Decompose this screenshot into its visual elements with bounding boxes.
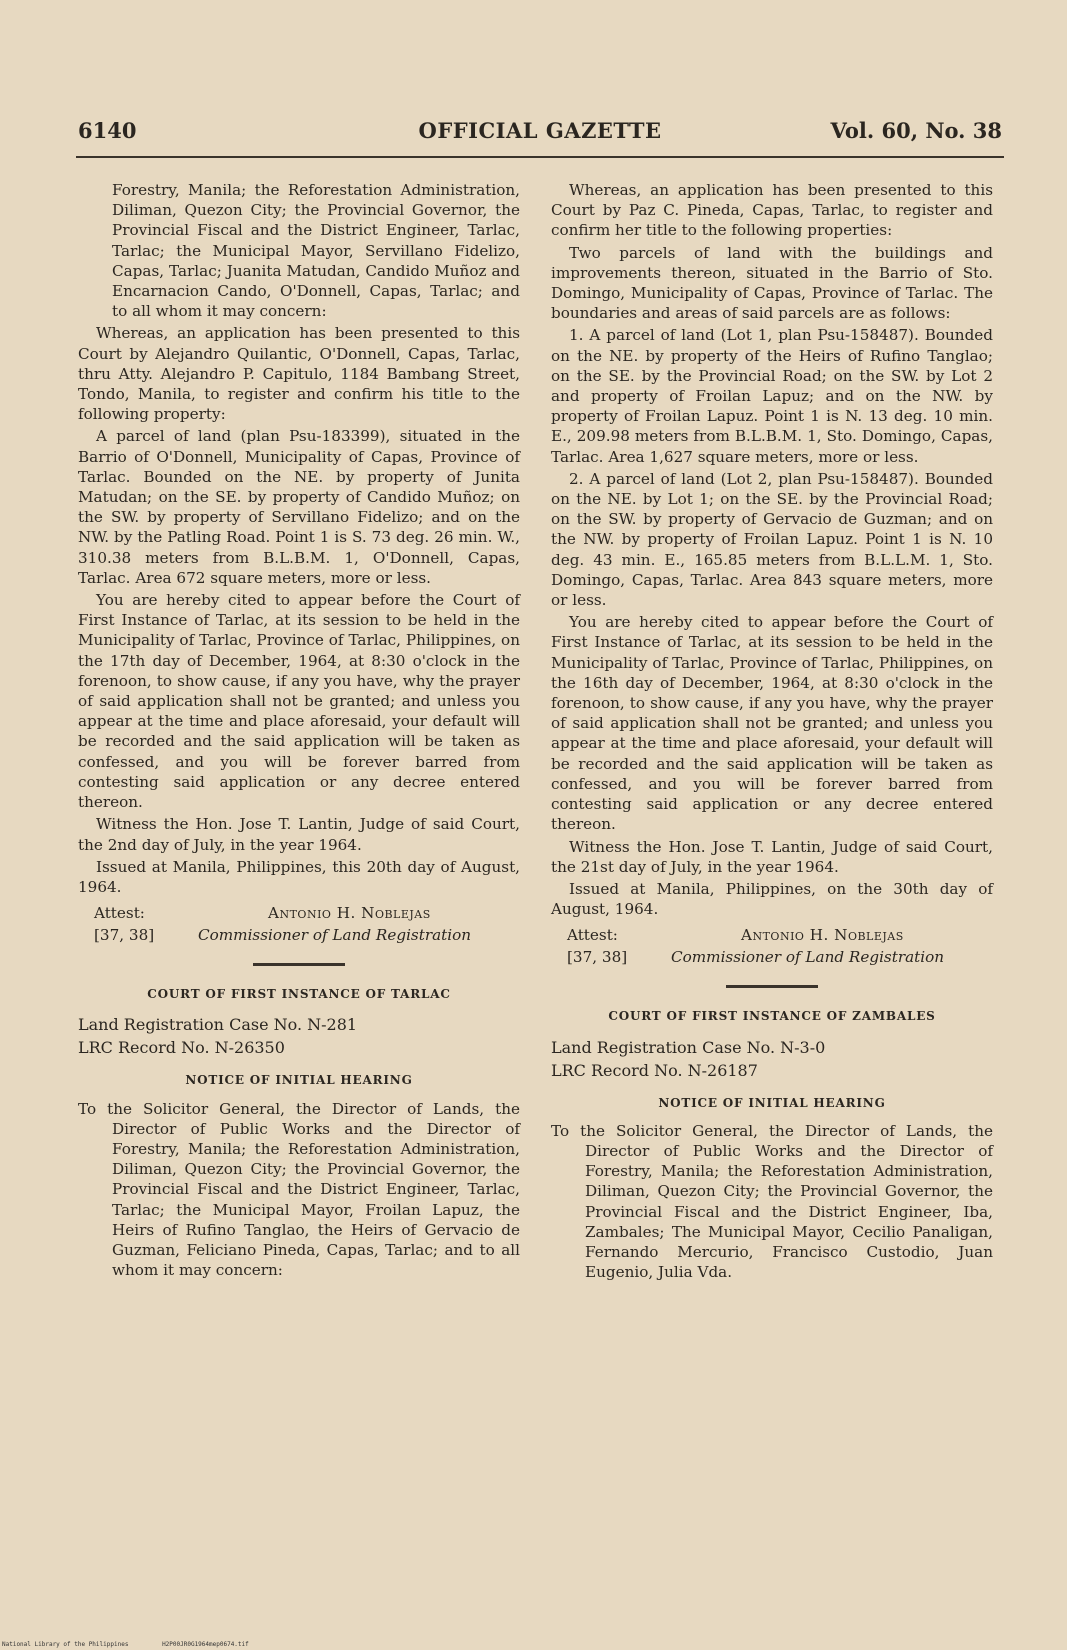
signer-title: Commissioner of Land Registration: [671, 948, 945, 967]
case-number: Land Registration Case No. N-3-0: [551, 1037, 826, 1057]
publication-title: OFFICIAL GAZETTE: [418, 118, 662, 143]
court-heading: COURT OF FIRST INSTANCE OF ZAMBALES: [608, 1009, 936, 1024]
right-lot-2: 2. A parcel of land (Lot 2, plan Psu-158487). Bounded on the NE. by Lot 1; on the SE. by the Provincial Road; on the SW. by property of Gervacio de Guzman; and on the NW. by property of Froilan Lapuz. Point 1 is N. 10 deg. 43 min. E., 165.85 meters from B.L.L.M. 1, Sto. Domingo, Capas, Tarlac. Area 843 square meters, more or less.: [551, 469, 993, 610]
case-number: Land Registration Case No. N-281: [78, 1015, 358, 1035]
issue-refs: [37, 38]: [94, 926, 155, 945]
right-citation: You are hereby cited to appear before the Court of First Instance of Tarlac, at its session to be held in the Municipality of Tarlac, Province of Tarlac, Philippines, on the 16th day of December, 1964, at 8:30 o'clock in the forenoon, to show cause, if any you have, why the prayer of said application shall not be granted; and unless you appear at the time and place aforesaid, your default will be recorded and the said application will be taken as confessed, and you will be forever barred from contesting said application or any decree entered thereon.: [551, 613, 993, 834]
left-parcel: A parcel of land (plan Psu-183399), situated in the Barrio of O'Donnell, Municipality of Capas, Province of Tarlac. Bounded on the NE. by property of Junita Matudan; on the SE. by property of Candido Muñoz; on the SW. by property of Servillano Fidelizo; and on the NW. by the Patling Road. Point 1 is S. 73 deg. 26 min. W., 310.38 meters from B.L.B.M. 1, O'Donnell, Capas, Tarlac. Area 672 square meters, more or less.: [78, 427, 520, 587]
right-whereas: Whereas, an application has been presented to this Court by Paz C. Pineda, Capas, Tarlac, to register and confirm her title to the following properties:: [551, 181, 993, 240]
right-issued: Issued at Manila, Philippines, on the 30th day of August, 1964.: [551, 879, 993, 919]
section-divider: [726, 985, 818, 988]
lrc-record: LRC Record No. N-26350: [78, 1038, 285, 1058]
left-witness: Witness the Hon. Jose T. Lantin, Judge of said Court, the 2nd day of July, in the year 1964.: [78, 815, 520, 854]
signer-title: Commissioner of Land Registration: [198, 926, 472, 945]
left-column: [78, 180, 520, 1282]
court-heading: COURT OF FIRST INSTANCE OF TARLAC: [147, 987, 451, 1002]
right-parcels-intro: Two parcels of land with the buildings and improvements thereon, situated in the Barrio of Sto. Domingo, Municipality of Capas, Province of Tarlac. The boundaries and areas of said parcels are as follows:: [551, 243, 993, 323]
volume-number: Vol. 60, No. 38: [830, 118, 1002, 143]
header-rule: [76, 156, 1004, 158]
left-addressees: To the Solicitor General, the Director of Lands, the Director of Public Works and the Director of Forestry, Manila; the Reforestation Administration, Diliman, Quezon City; the Provincial Governor, the Provincial Fiscal and the District Engineer, Tarlac, Tarlac; the Municipal Mayor, Froilan Lapuz, the Heirs of Rufino Tanglao, the Heirs of Gervacio de Guzman, Feliciano Pineda, Capas, Tarlac; and to all whom it may concern:: [78, 1099, 520, 1280]
left-citation: You are hereby cited to appear before the Court of First Instance of Tarlac, at its session to be held in the Municipality of Tarlac, Province of Tarlac, Philippines, on the 17th day of December, 1964, at 8:30 o'clock in the forenoon, to show cause, if any you have, why the prayer of said application shall not be granted; and unless you appear at the time and place aforesaid, your default will be recorded and the said application will be taken as confessed, and you will be forever barred from contesting said application or any decree entered thereon.: [78, 591, 520, 812]
attest-label: Attest:: [567, 926, 618, 945]
attest-label: Attest:: [94, 904, 145, 923]
right-lot-1: 1. A parcel of land (Lot 1, plan Psu-158487). Bounded on the NE. by property of the Heirs of Rufino Tanglao; on the SE. by the Provincial Road; on the SW. by Lot 2 and property of Froilan Lapuz; and on the NW. by property of Froilan Lapuz. Point 1 is N. 13 deg. 10 min. E., 209.98 meters from B.L.B.M. 1, Sto. Domingo, Capas, Tarlac. Area 1,627 square meters, more or less.: [551, 326, 993, 466]
notice-heading: NOTICE OF INITIAL HEARING: [658, 1095, 886, 1110]
left-attest-block: [78, 903, 520, 947]
right-addressees: To the Solicitor General, the Director of Lands, the Director of Public Works and the Director of Forestry, Manila; the Reforestation Administration, Diliman, Quezon City; the Provincial Governor, the Provincial Fiscal and the District Engineer, Iba, Zambales; The Municipal Mayor, Cecilio Panaligan, Fernando Mercurio, Francisco Custodio, Juan Eugenio, Julia Vda.: [551, 1121, 993, 1282]
left-whereas: Whereas, an application has been presented to this Court by Alejandro Quilantic, O'Donnell, Capas, Tarlac, thru Atty. Alejandro P. Capitulo, 1184 Bambang Street, Tondo, Manila, to register and confirm his title to the following property:: [78, 324, 520, 424]
right-witness: Witness the Hon. Jose T. Lantin, Judge of said Court, the 21st day of July, in the year 1964.: [551, 837, 993, 876]
right-attest-block: [551, 925, 993, 969]
lrc-record: LRC Record No. N-26187: [551, 1060, 758, 1080]
issue-refs: [37, 38]: [567, 948, 628, 967]
notice-heading: NOTICE OF INITIAL HEARING: [185, 1073, 413, 1088]
scan-footer: [2, 1641, 279, 1648]
signer-name: Antonio H. Noblejas: [741, 926, 904, 945]
scan-filename: H2P00JR0G1964mep0674.tif: [162, 1641, 249, 1648]
library-credit: National Library of the Philippines: [2, 1641, 129, 1648]
right-column: [551, 180, 993, 1284]
page-number: 6140: [78, 118, 137, 143]
section-divider: [253, 963, 345, 966]
left-addressees-cont: Forestry, Manila; the Reforestation Administration, Diliman, Quezon City; the Provincial Governor, the Provincial Fiscal and the District Engineer, Tarlac, Tarlac; the Municipal Mayor, Servillano Fidelizo, Capas, Tarlac; Juanita Matudan, Candido Muñoz and Encarnacion Cando, O'Donnell, Capas, Tarlac; and to all whom it may concern:: [112, 181, 520, 321]
page-header: [78, 118, 1002, 148]
left-issued: Issued at Manila, Philippines, this 20th day of August, 1964.: [78, 857, 520, 896]
signer-name: Antonio H. Noblejas: [268, 904, 431, 923]
